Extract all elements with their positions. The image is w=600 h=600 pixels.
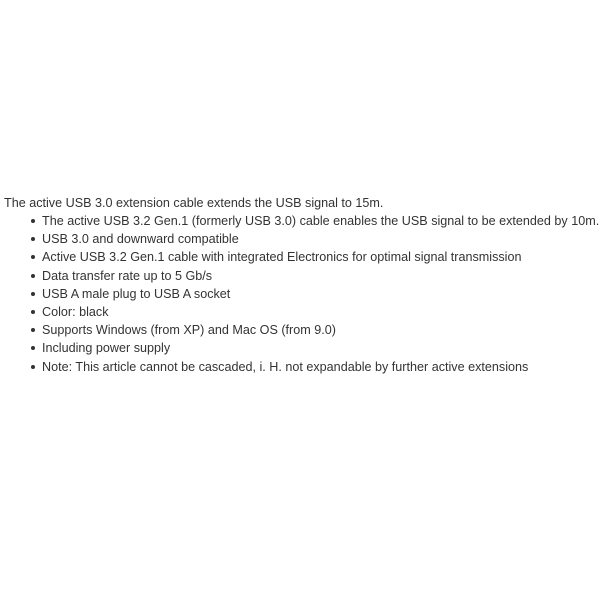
list-item: Data transfer rate up to 5 Gb/s: [42, 267, 598, 285]
list-item: The active USB 3.2 Gen.1 (formerly USB 3.0) cable enables the USB signal to be extended by 10m.: [42, 212, 598, 230]
list-item: Supports Windows (from XP) and Mac OS (from 9.0): [42, 321, 598, 339]
list-item: Note: This article cannot be cascaded, i. H. not expandable by further active extensions: [42, 358, 598, 376]
product-description: [4, 194, 598, 376]
intro-text: The active USB 3.0 extension cable extends the USB signal to 15m.: [4, 196, 384, 210]
list-item: Including power supply: [42, 339, 598, 357]
list-item: USB A male plug to USB A socket: [42, 285, 598, 303]
list-item: Color: black: [42, 303, 598, 321]
list-item: USB 3.0 and downward compatible: [42, 230, 598, 248]
feature-list: [4, 212, 598, 376]
list-item: Active USB 3.2 Gen.1 cable with integrated Electronics for optimal signal transmission: [42, 248, 598, 266]
